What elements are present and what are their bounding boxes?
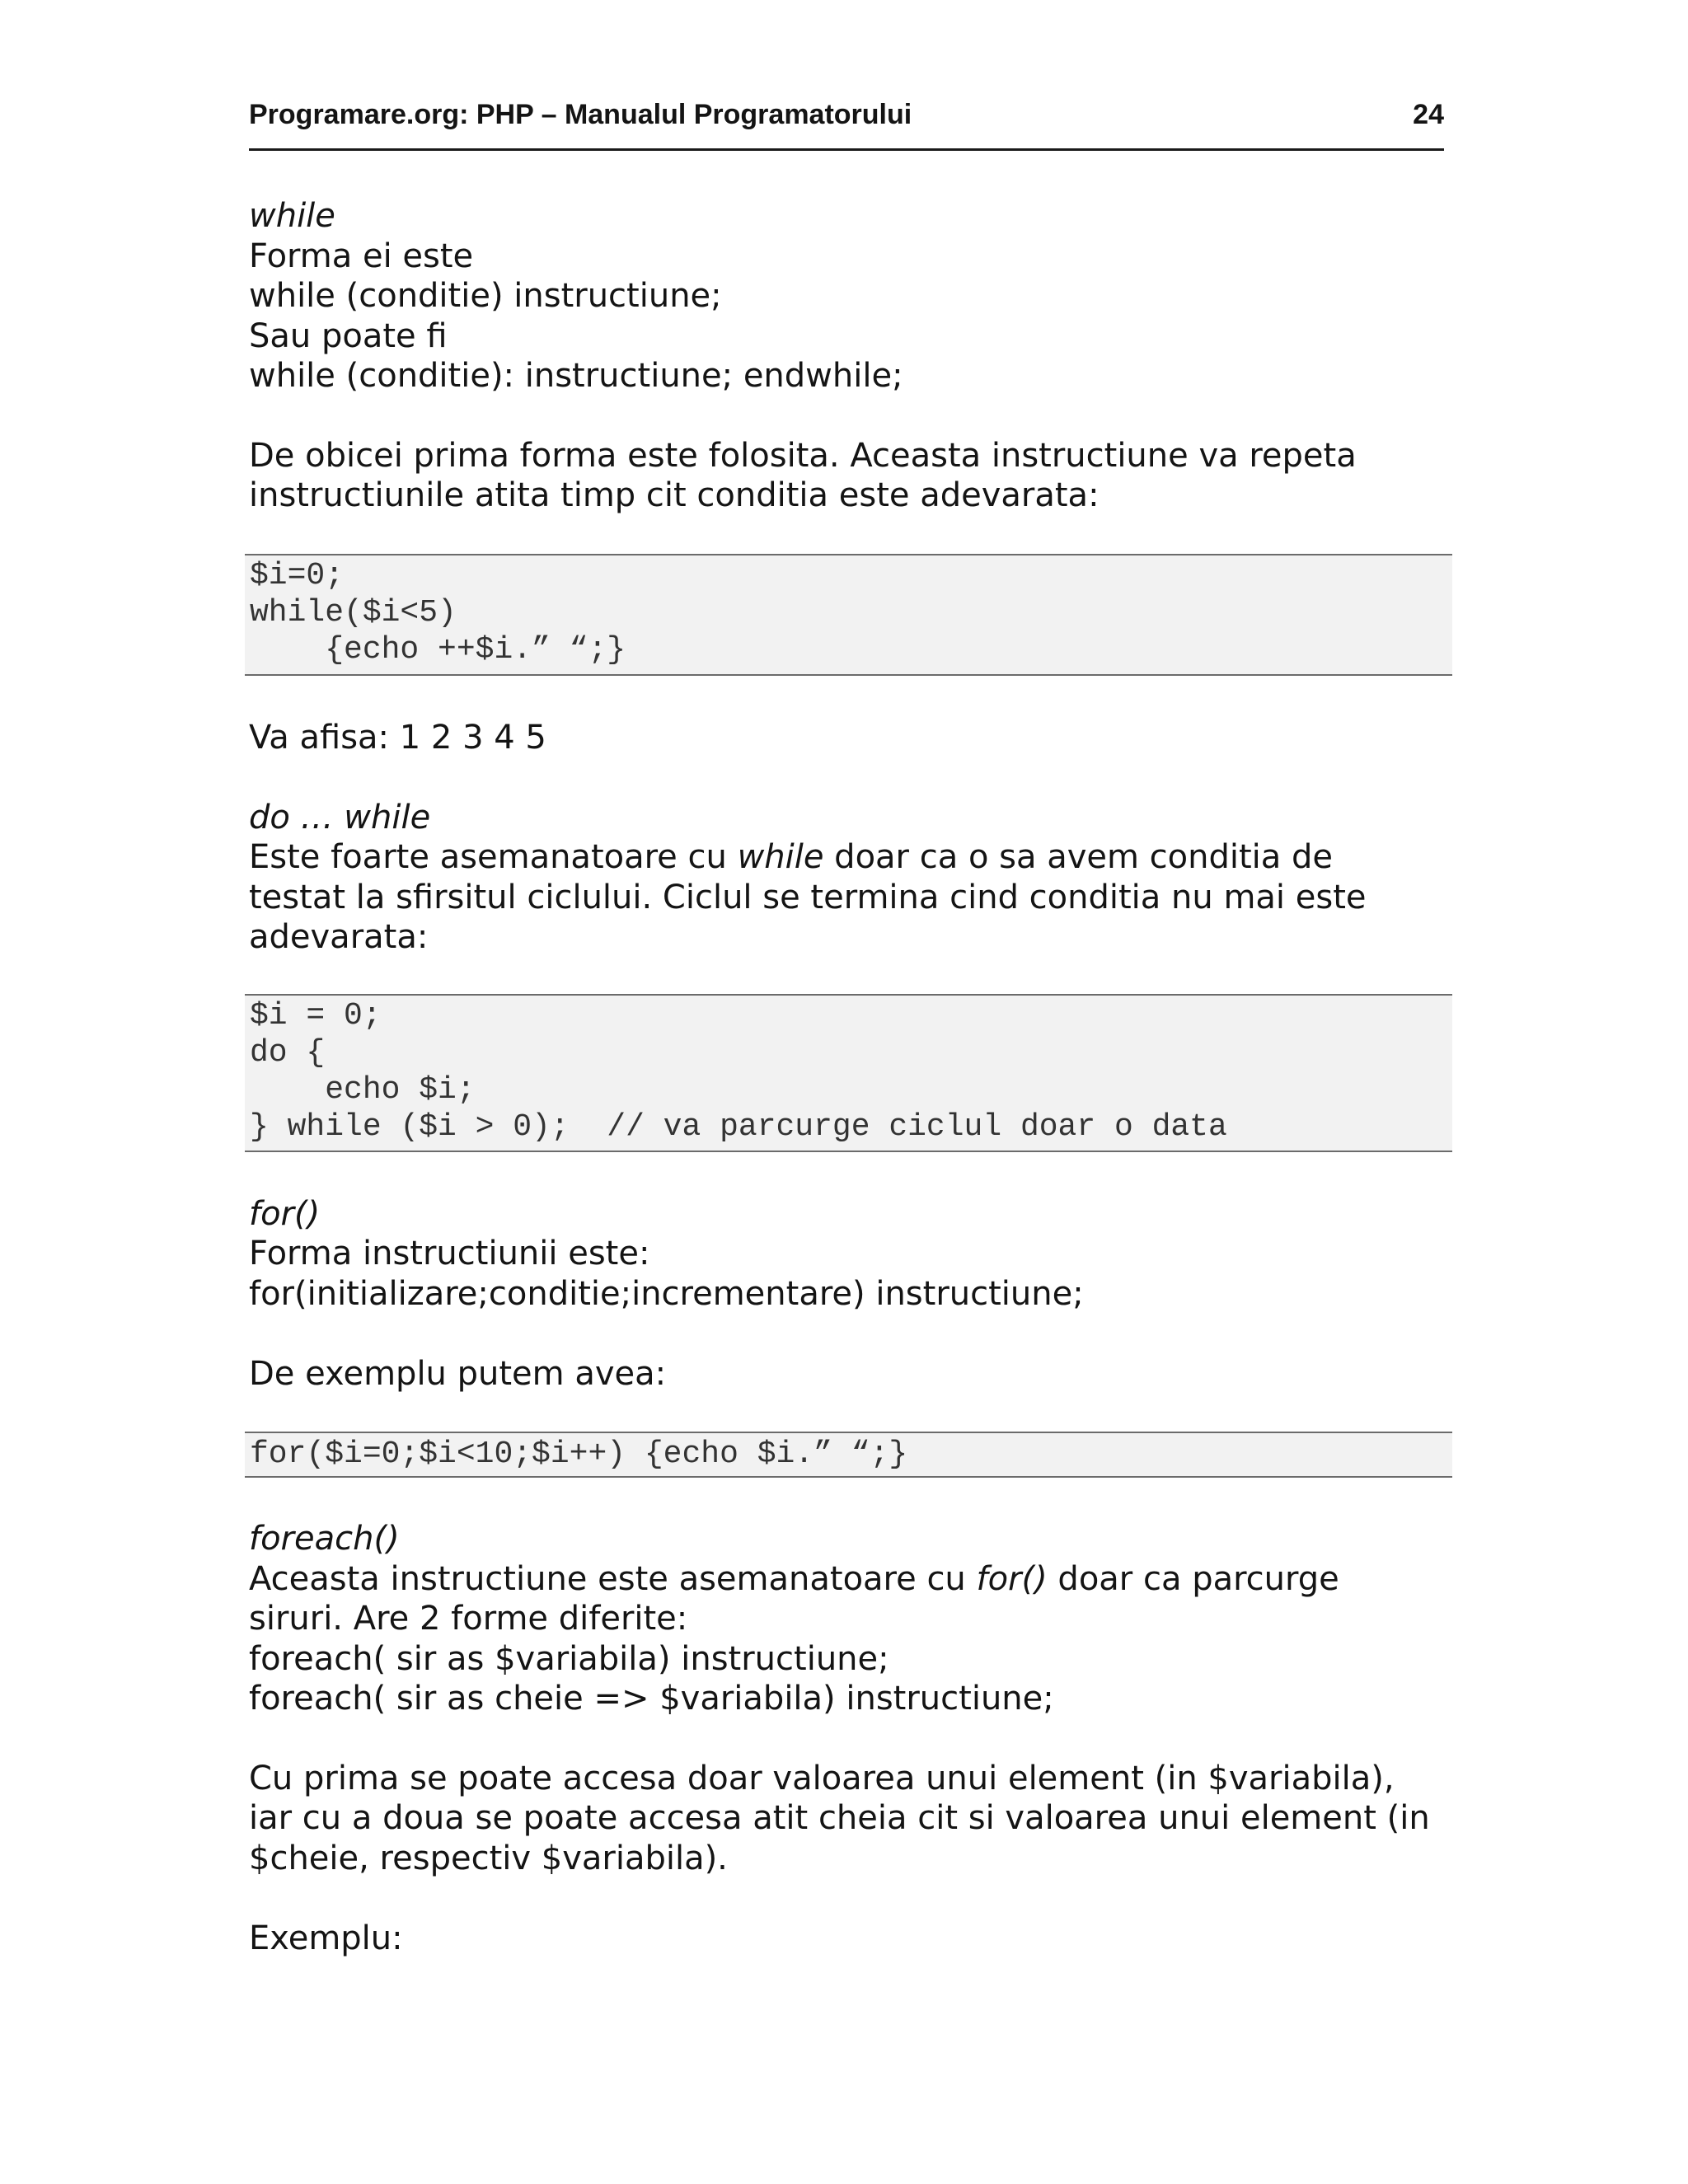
page-header <box>249 96 1444 151</box>
section-heading-do-while: do … while <box>249 799 431 837</box>
text-line: siruri. Are 2 forme diferite: <box>249 1600 688 1638</box>
section-heading-while: while <box>249 197 335 235</box>
text-line: De exemplu putem avea: <box>249 1355 667 1393</box>
section-heading-for: for() <box>249 1195 321 1233</box>
code-block-while <box>245 554 1452 676</box>
text-line: for(initializare;conditie;incrementare) instructiune; <box>249 1275 1084 1313</box>
text-line: Forma ei este <box>249 237 474 275</box>
text-line: Este foarte asemanatoare cu while doar ca o sa avem conditia de <box>249 838 1334 876</box>
code-line: $i=0; <box>250 558 345 593</box>
text-line: Sau poate fi <box>249 317 448 355</box>
text-line: adevarata: <box>249 918 429 956</box>
header-title: Programare.org: PHP – Manualul Programatorului <box>249 99 912 130</box>
text-line: while (conditie) instructiune; <box>249 277 722 315</box>
text-line: foreach( sir as cheie => $variabila) instructiune; <box>249 1680 1054 1718</box>
text-line: iar cu a doua se poate accesa atit cheia cit si valoarea unui element (in <box>249 1799 1430 1837</box>
code-line: for($i=0;$i<10;$i++) {echo $i.” “;} <box>250 1436 908 1472</box>
text-line: De obicei prima forma este folosita. Aceasta instructiune va repeta <box>249 437 1357 475</box>
text-line: instructiunile atita timp cit conditia este adevarata: <box>249 476 1100 514</box>
text-line: Aceasta instructiune este asemanatoare cu for() doar ca parcurge <box>249 1560 1339 1598</box>
text-line: Forma instructiunii este: <box>249 1235 650 1272</box>
code-line: } while ($i > 0); // va parcurge ciclul doar o data <box>250 1109 1227 1145</box>
text-line: testat la sfirsitul ciclului. Ciclul se termina cind conditia nu mai este <box>249 879 1367 916</box>
section-heading-foreach: foreach() <box>249 1520 400 1558</box>
code-line: do { <box>250 1035 326 1071</box>
text-line: $cheie, respectiv $variabila). <box>249 1840 728 1877</box>
text-line: foreach( sir as $variabila) instructiune; <box>249 1640 889 1678</box>
code-block-do-while <box>245 994 1452 1152</box>
result-text: Va afisa: 1 2 3 4 5 <box>249 719 546 757</box>
code-line: echo $i; <box>250 1072 476 1108</box>
code-line: {echo ++$i.” “;} <box>250 632 626 668</box>
code-line: while($i<5) <box>250 595 457 630</box>
text-line: while (conditie): instructiune; endwhile; <box>249 357 903 395</box>
page-number: 24 <box>1413 99 1444 130</box>
text-line: Exemplu: <box>249 1919 403 1957</box>
text-line: Cu prima se poate accesa doar valoarea unui element (in $variabila), <box>249 1760 1395 1797</box>
code-line: $i = 0; <box>250 998 382 1033</box>
code-block-for <box>245 1432 1452 1478</box>
